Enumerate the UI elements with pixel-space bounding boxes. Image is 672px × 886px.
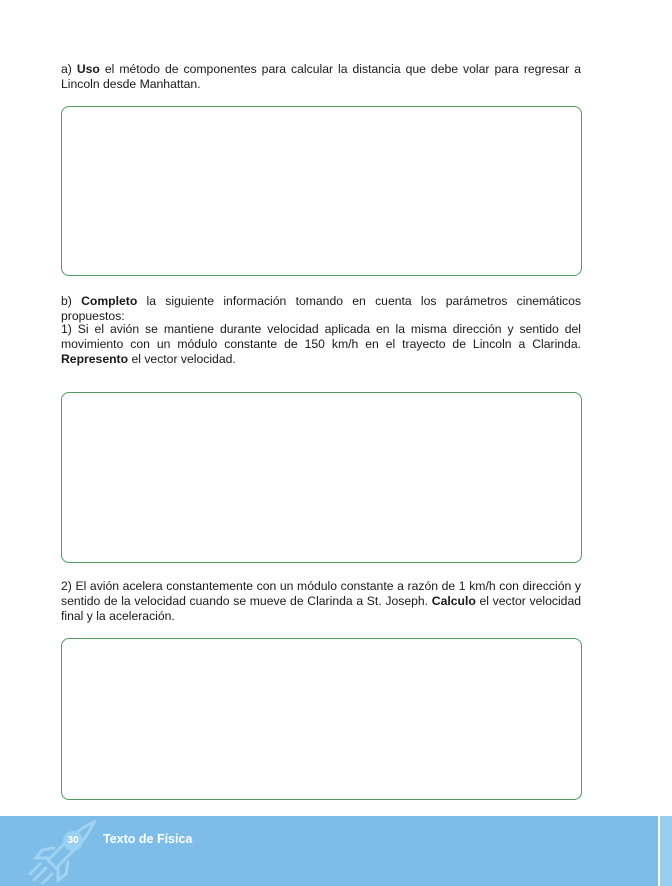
question-a bbox=[61, 62, 581, 92]
footer-book-title: Texto de Física bbox=[103, 832, 193, 846]
question-b2 bbox=[61, 579, 581, 624]
question-b-verb: Completo bbox=[81, 294, 138, 308]
answer-box-a[interactable] bbox=[61, 106, 582, 276]
page-number-badge: 30 bbox=[63, 831, 83, 851]
question-b1-verb: Represento bbox=[61, 352, 129, 366]
answer-box-b1[interactable] bbox=[61, 392, 582, 563]
question-b2-suffix: el vector velocidad final y la aceleración. bbox=[61, 594, 582, 623]
rocket-icon bbox=[28, 818, 98, 884]
question-b1-suffix: el vector velocidad. bbox=[128, 352, 236, 366]
answer-box-b2[interactable] bbox=[61, 638, 582, 800]
question-b-prefix: b) bbox=[61, 294, 82, 308]
question-b-text: la siguiente información tomando en cuenta los parámetros cinemáticos propuestos: bbox=[61, 294, 581, 323]
page-footer bbox=[0, 816, 672, 886]
question-a-verb: Uso bbox=[76, 62, 100, 76]
question-b1 bbox=[61, 322, 581, 367]
question-b2-text: 2) El avión acelera constantemente con un módulo constante a razón de 1 km/h con dirección y sentido de la velocidad cuando se mueve de Clarinda a St. Joseph. bbox=[61, 579, 581, 608]
question-a-prefix: a) bbox=[61, 62, 77, 76]
question-b2-verb: Calculo bbox=[431, 594, 476, 608]
question-b bbox=[61, 294, 581, 324]
footer-edge-strip bbox=[658, 816, 672, 886]
question-b1-text: 1) Si el avión se mantiene durante velocidad aplicada en la misma dirección y sentido del movimiento con un módulo constante de 150 km/h en el trayecto de Lincoln a Clarinda. bbox=[61, 322, 581, 351]
question-a-text: el método de componentes para calcular la distancia que debe volar para regresar a Lincoln desde Manhattan. bbox=[61, 62, 581, 91]
